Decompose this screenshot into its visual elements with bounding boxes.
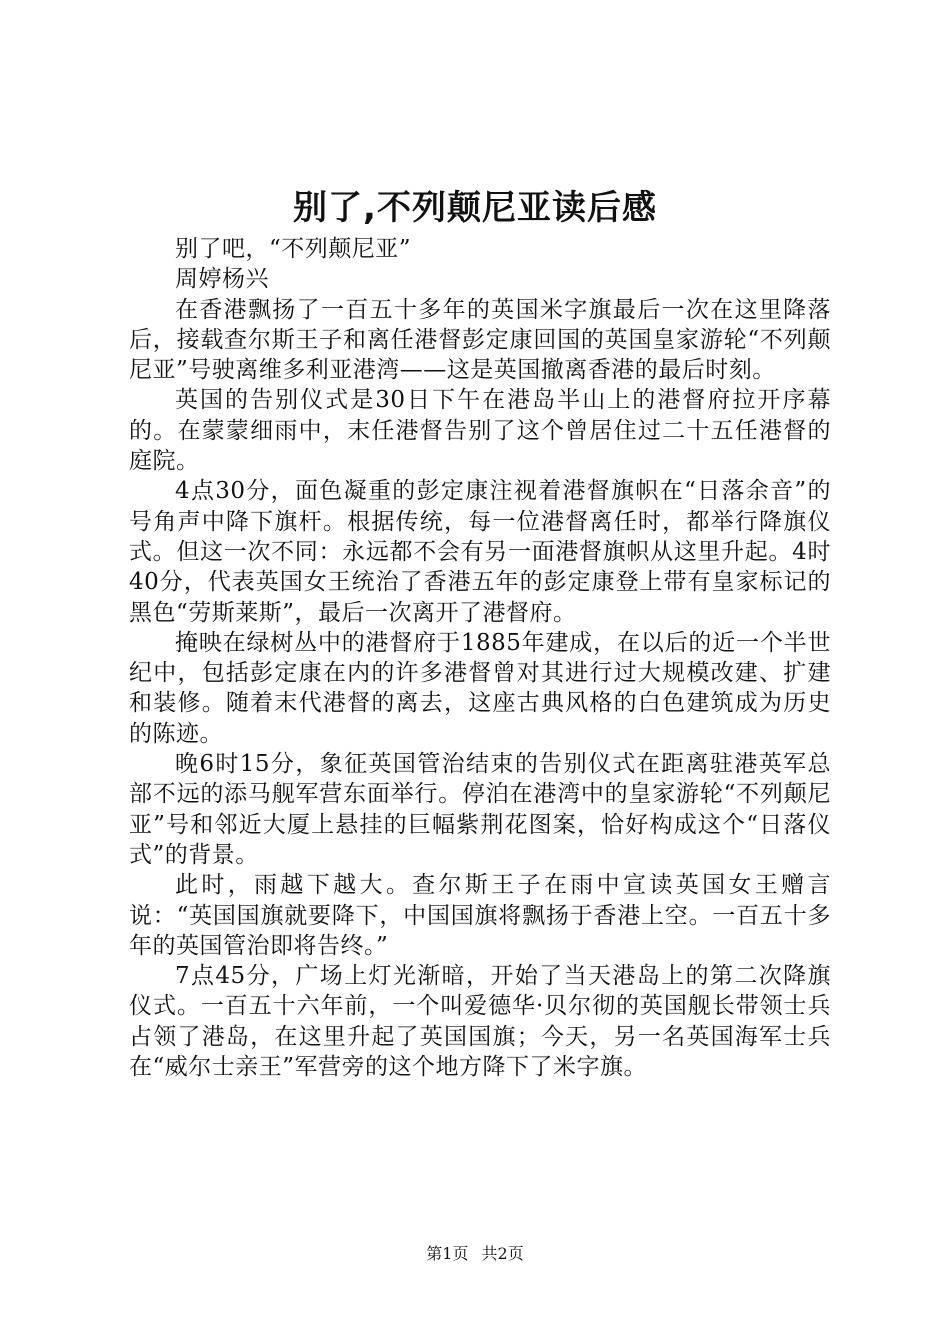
- paragraph: 4点30分，面色凝重的彭定康注视着港督旗帜在“日落余音”的号角声中降下旗杆。根据传统，每一位港督离任时，都举行降旗仪式。但这一次不同：永远都不会有另一面港督旗帜从这里升起。4时40分，代表英国女王统治了香港五年的彭定康登上带有皇家标记的黑色“劳斯莱斯”，最后一次离开了港督府。: [129, 478, 831, 626]
- paragraph: 此时，雨越下越大。查尔斯王子在雨中宣读英国女王赠言说：“英国国旗就要降下，中国国旗将飘扬于香港上空。一百五十多年的英国管治即将告终。”: [129, 872, 831, 959]
- page-footer: [0, 1243, 950, 1265]
- paragraph-heading-line: 别了吧，“不列颠尼亚”: [175, 236, 412, 262]
- document-title: 别了,不列颠尼亚读后感: [293, 188, 657, 228]
- paragraph: 7点45分，广场上灯光渐暗，开始了当天港岛上的第二次降旗仪式。一百五十六年前，一个叫爱德华·贝尔彻的英国舰长带领士兵占领了港岛，在这里升起了英国国旗；今天，另一名英国海军士兵在“威尔士亲王”军营旁的这个地方降下了米字旗。: [129, 963, 831, 1081]
- page-number: 第1页: [426, 1244, 469, 1263]
- paragraph: 在香港飘扬了一百五十多年的英国米字旗最后一次在这里降落后，接载查尔斯王子和离任港督彭定康回国的英国皇家游轮“不列颠尼亚”号驶离维多利亚港湾——这是英国撤离香港的最后时刻。: [129, 296, 831, 384]
- paragraph: 英国的告别仪式是30日下午在港岛半山上的港督府拉开序幕的。在蒙蒙细雨中，末任港督告别了这个曾居住过二十五任港督的庭院。: [129, 387, 831, 475]
- page-total: 共2页: [481, 1244, 524, 1263]
- paragraph: 晚6时15分，象征英国管治结束的告别仪式在距离驻港英军总部不远的添马舰军营东面举行。停泊在港湾中的皇家游轮“不列颠尼亚”号和邻近大厦上悬挂的巨幅紫荆花图案，恰好构成这个“日落仪式”的背景。: [129, 751, 831, 868]
- paragraph-authors: 周婷杨兴: [175, 266, 269, 293]
- document-body: [129, 234, 831, 1082]
- paragraph: 掩映在绿树丛中的港督府于1885年建成，在以后的近一个半世纪中，包括彭定康在内的许多港督曾对其进行过大规模改建、扩建和装修。随着末代港督的离去，这座古典风格的白色建筑成为历史的陈迹。: [129, 629, 831, 747]
